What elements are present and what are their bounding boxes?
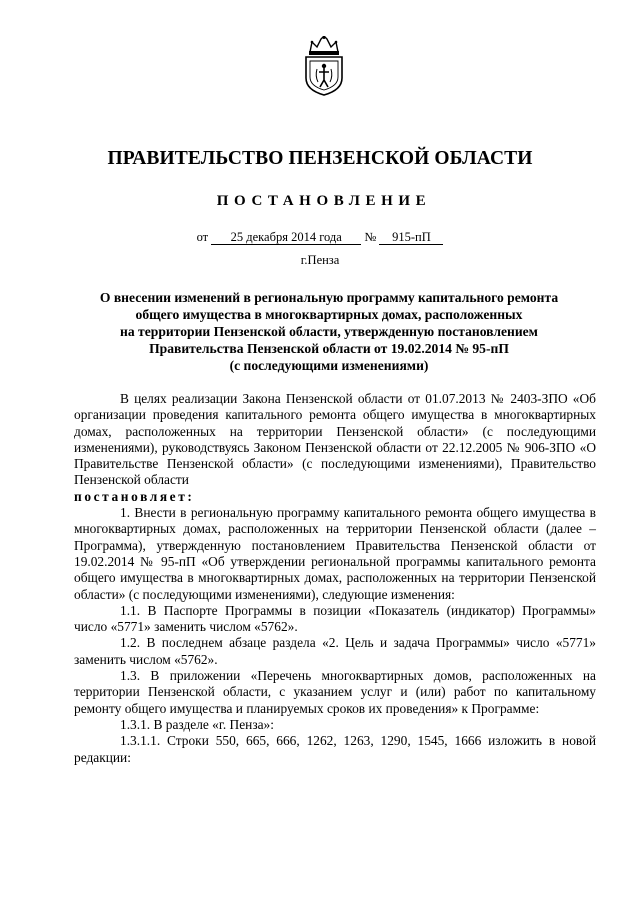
number-prefix: № — [364, 230, 377, 244]
coat-of-arms-icon — [302, 36, 346, 96]
document-subject — [64, 289, 594, 374]
body-paragraph: 1.3.1. В разделе «г. Пенза»: — [120, 716, 274, 732]
document-date: 25 декабря 2014 года — [211, 231, 361, 245]
subject-line: О внесении изменений в региональную программу капитального ремонта — [99, 290, 559, 305]
date-prefix: от — [196, 230, 209, 244]
subject-line: на территории Пензенской области, утвержденную постановлением — [120, 324, 538, 339]
body-paragraph: 1. Внести в региональную программу капитального ремонта общего имущества в многоквартирных домах, расположенных на территории Пензенской области (далее – Программа), утвержденную постановлением Правительства Пензенской области от 19.02.2014 № 95-пП «Об утверждении региональной программы капитального ремонта общего имущества в многоквартирных домах, расположенных на территории Пензенской области» (с последующими изменениями), следующие изменения: — [74, 505, 596, 602]
body-paragraph: 1.1. В Паспорте Программы в позиции «Показатель (индикатор) Программы» число «5771» заменить числом «5762». — [74, 602, 596, 635]
body-paragraph: 1.3. В приложении «Перечень многоквартирных домов, расположенных на территории Пензенской области, с указанием услуг и (или) работ по капитальному ремонту общего имущества и планируемых сроков их проведения» к Программе: — [74, 668, 596, 716]
body-paragraph: 1.3.1.1. Строки 550, 665, 666, 1262, 1263, 1290, 1545, 1666 изложить в новой редакции: — [74, 733, 596, 765]
subject-line: общего имущества в многоквартирных домах, расположенных — [135, 307, 523, 322]
document-type: ПОСТАНОВЛЕНИЕ — [216, 193, 432, 209]
document-number: 915-пП — [379, 231, 443, 245]
date-number-line — [0, 230, 640, 245]
document-body — [74, 391, 596, 766]
subject-line: (с последующими изменениями) — [229, 358, 429, 373]
city: г.Пенза — [300, 253, 340, 267]
body-paragraph: 1.2. В последнем абзаце раздела «2. Цель и задача Программы» число «5771» заменить числом «5762». — [74, 635, 596, 667]
preamble-paragraph: В целях реализации Закона Пензенской области от 01.07.2013 № 2403-ЗПО «Об организации проведения капитального ремонта общего имущества в многоквартирных домах, расположенных на территории Пензенской области» (с последующими изменениями), руководствуясь Законом Пензенской области от 22.12.2005 № 906-ЗПО «О Правительстве Пензенской области» (с последующими изменениями), Правительство Пензенской области — [74, 391, 596, 488]
subject-line: Правительства Пензенской области от 19.02.2014 № 95-пП — [149, 341, 509, 356]
resolution-word-line — [74, 489, 596, 505]
resolution-word: постановляет: — [74, 488, 195, 504]
organization-title: ПРАВИТЕЛЬСТВО ПЕНЗЕНСКОЙ ОБЛАСТИ — [107, 148, 533, 169]
